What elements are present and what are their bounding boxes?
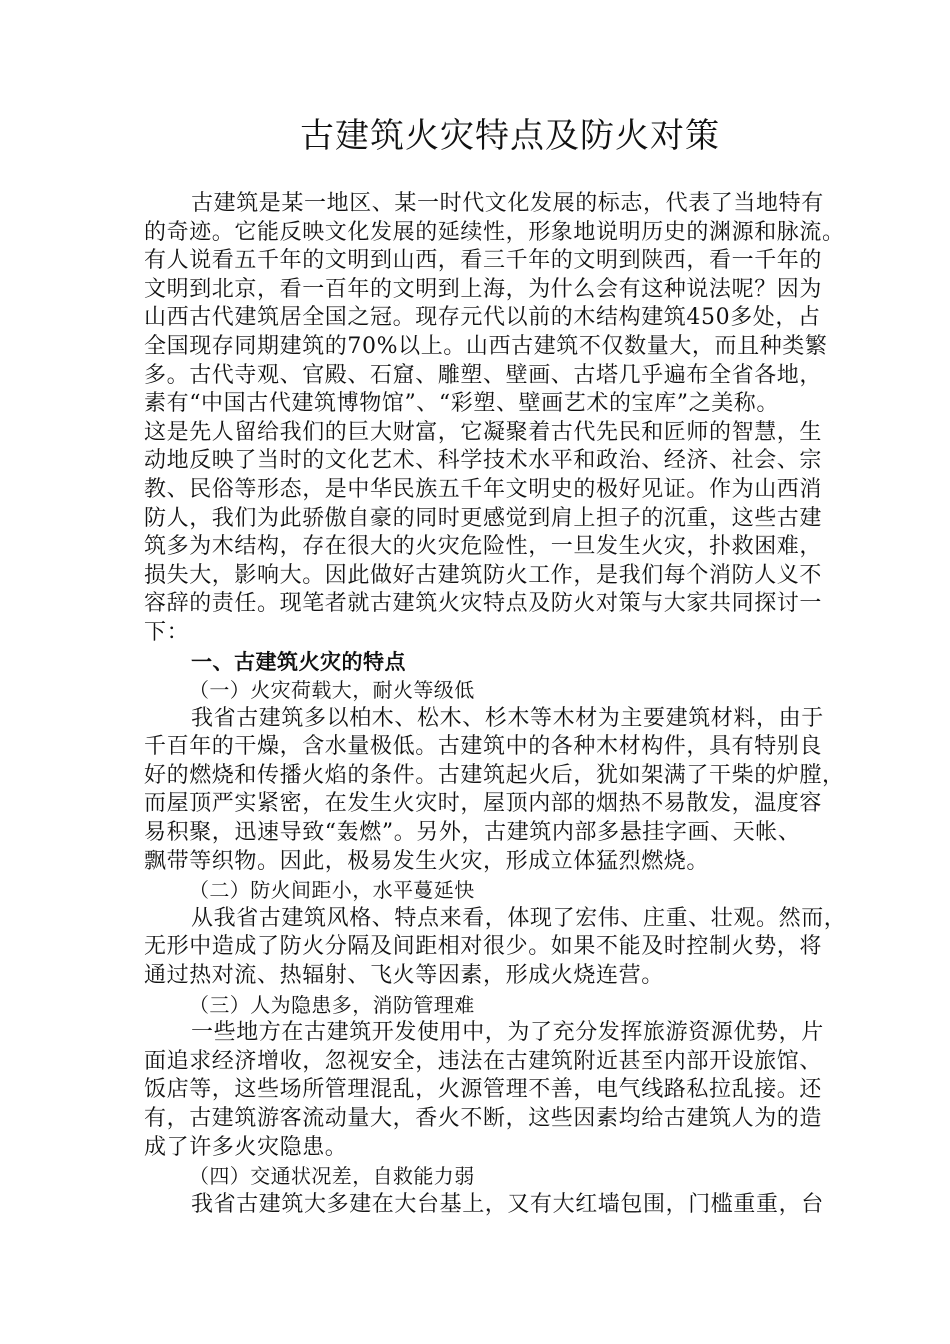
paragraph-line: 通过热对流、热辐射、飞火等因素，形成火烧连营。 xyxy=(144,963,664,989)
paragraph-line: 面追求经济增收，忽视安全，违法在古建筑附近甚至内部开设旅馆、 xyxy=(144,1048,823,1074)
intro-line: 下： xyxy=(144,619,190,645)
intro-line: 筑多为木结构，存在很大的火灾危险性，一旦发生火灾，扑救困难， xyxy=(144,534,823,560)
intro-line: 教、民俗等形态，是中华民族五千年文明史的极好见证。作为山西消 xyxy=(144,476,823,502)
paragraph-line: 有，古建筑游客流动量大，香火不断，这些因素均给古建筑人为的造 xyxy=(144,1106,823,1131)
intro-line: 这是先人留给我们的巨大财富，它凝聚着古代先民和匠师的智慧，生 xyxy=(144,419,823,445)
paragraph-line: 饭店等，这些场所管理混乱，火源管理不善，电气线路私拉乱接。还 xyxy=(144,1077,823,1103)
paragraph-line: 好的燃烧和传播火焰的条件。古建筑起火后，犹如架满了干柴的炉膛， xyxy=(144,762,845,788)
intro-line: 文明到北京，看一百年的文明到上海，为什么会有这种说法呢？因为 xyxy=(144,276,823,302)
paragraph-line: 从我省古建筑风格、特点来看，体现了宏伟、庄重、壮观。然而， xyxy=(191,905,847,931)
paragraph-line: 我省古建筑多以柏木、松木、杉木等木材为主要建筑材料，由于 xyxy=(191,705,824,731)
section-heading: 一、古建筑火灾的特点 xyxy=(191,649,406,674)
document-body xyxy=(144,190,860,1219)
intro-line: 古建筑是某一地区、某一时代文化发展的标志，代表了当地特有 xyxy=(191,191,824,216)
paragraph-line: 我省古建筑大多建在大台基上，又有大红墙包围，门槛重重，台 xyxy=(191,1191,824,1217)
paragraph-line: 成了许多火灾隐患。 xyxy=(144,1134,348,1160)
subsection-heading: （二）防火间距小，水平蔓延快 xyxy=(189,878,475,903)
intro-line: 损失大，影响大。因此做好古建筑防火工作，是我们每个消防人义不 xyxy=(144,562,823,588)
intro-line: 防人，我们为此骄傲自豪的同时更感觉到肩上担子的沉重，这些古建 xyxy=(144,505,823,531)
intro-line: 山西古代建筑居全国之冠。现存元代以前的木结构建筑450多处，占 xyxy=(144,305,821,331)
subsection-heading: （一）火灾荷载大，耐火等级低 xyxy=(189,678,475,703)
intro-line: 的奇迹。它能反映文化发展的延续性，形象地说明历史的渊源和脉流。 xyxy=(144,219,845,245)
subsection-heading: （四）交通状况差，自救能力弱 xyxy=(189,1164,475,1189)
paragraph-line: 而屋顶严实紧密，在发生火灾时，屋顶内部的烟热不易散发，温度容 xyxy=(144,791,823,817)
subsection-heading: （三）人为隐患多，消防管理难 xyxy=(189,992,475,1017)
intro-line: 动地反映了当时的文化艺术、科学技术水平和政治、经济、社会、宗 xyxy=(144,448,823,474)
intro-line: 全国现存同期建筑的70%以上。山西古建筑不仅数量大，而且种类繁 xyxy=(144,333,828,359)
document-title: 古建筑火灾特点及防火对策 xyxy=(300,116,720,156)
paragraph-line: 易积聚，迅速导致“轰燃”。另外，古建筑内部多悬挂字画、天帐、 xyxy=(144,820,801,846)
intro-line: 素有“中国古代建筑博物馆”、“彩塑、壁画艺术的宝库”之美称。 xyxy=(144,391,779,417)
intro-line: 多。古代寺观、官殿、石窟、雕塑、壁画、古塔几乎遍布全省各地， xyxy=(144,362,823,388)
paragraph-line: 千百年的干燥，含水量极低。古建筑中的各种木材构件，具有特别良 xyxy=(144,734,823,760)
paragraph-line: 飘带等织物。因此，极易发生火灾，形成立体猛烈燃烧。 xyxy=(144,848,710,874)
paragraph-line: 一些地方在古建筑开发使用中，为了充分发挥旅游资源优势，片 xyxy=(191,1020,824,1046)
intro-line: 容辞的责任。现笔者就古建筑火灾特点及防火对策与大家共同探讨一 xyxy=(144,591,823,617)
intro-line: 有人说看五千年的文明到山西，看三千年的文明到陕西，看一千年的 xyxy=(144,248,823,274)
paragraph-line: 无形中造成了防火分隔及间距相对很少。如果不能及时控制火势，将 xyxy=(144,934,823,960)
